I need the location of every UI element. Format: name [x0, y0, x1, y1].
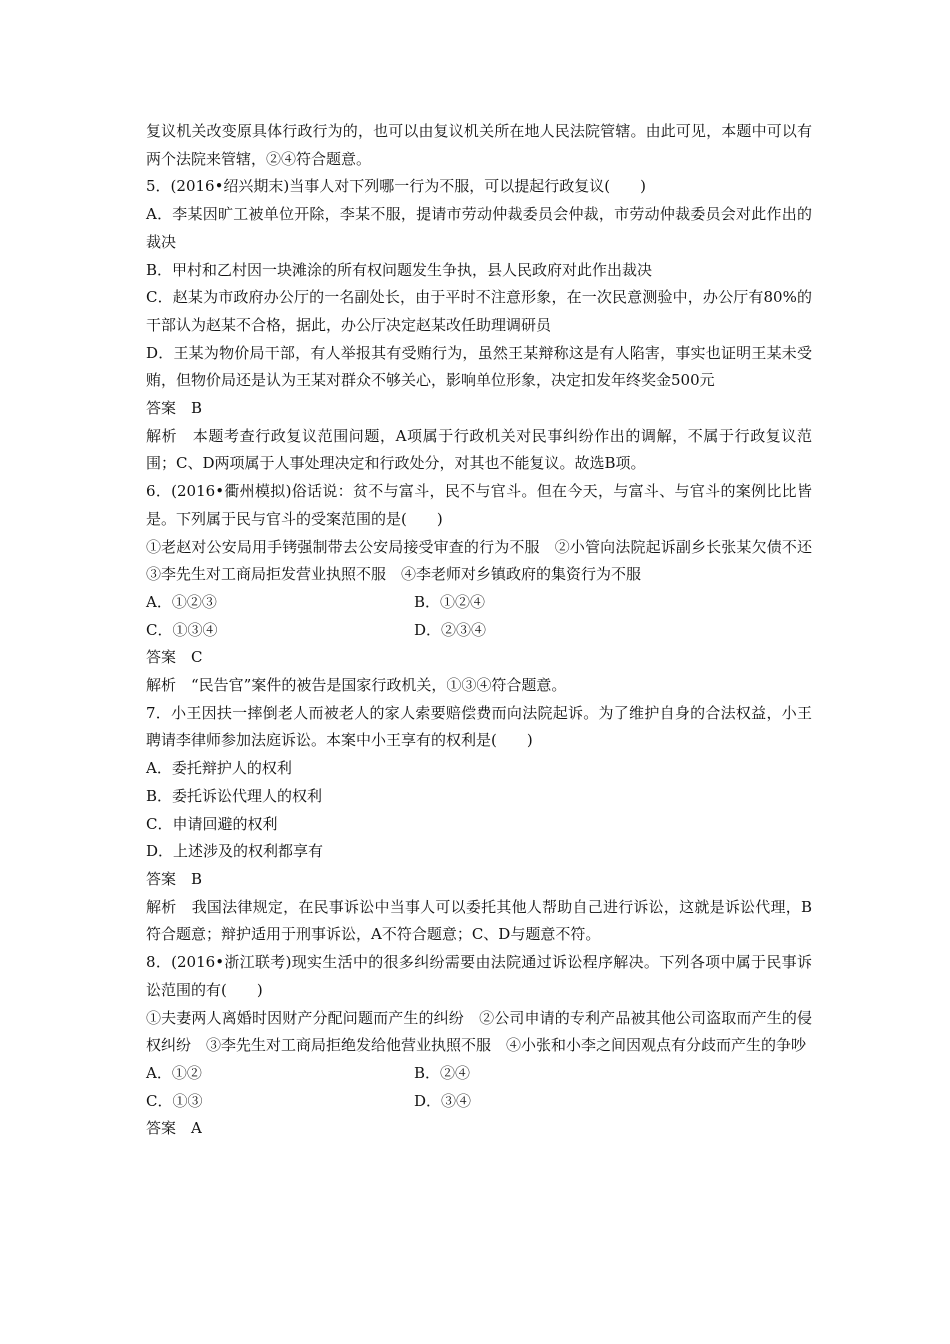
question-8-items: ①夫妻两人离婚时因财产分配问题而产生的纠纷 ②公司申请的专利产品被其他公司盗取而产生的侵权纠纷 ③李先生对工商局拒绝发给他营业执照不服 ④小张和小李之间因观点有分歧而产生的争吵: [146, 1008, 812, 1055]
question-8-option-c: C．①③: [146, 1091, 203, 1110]
question-8-option-d: D．③④: [414, 1091, 472, 1110]
question-7-stem: 7．小王因扶一摔倒老人而被老人的家人索要赔偿费而向法院起诉。为了维护自身的合法权益，小王聘请李律师参加法庭诉讼。本案中小王享有的权利是( ): [146, 703, 812, 750]
question-5-stem: 5．(2016•绍兴期末)当事人对下列哪一行为不服，可以提起行政复议( ): [146, 177, 646, 196]
question-6-answer: 答案 C: [146, 648, 203, 667]
question-7-option-a: A．委托辩护人的权利: [146, 759, 292, 778]
question-6-option-d: D．②③④: [414, 620, 487, 639]
question-5-option-c: C．赵某为市政府办公厅的一名副处长，由于平时不注意形象，在一次民意测验中，办公厅有80%的干部认为赵某不合格，据此，办公厅决定赵某改任助理调研员: [146, 288, 812, 334]
question-8-answer: 答案 A: [146, 1119, 202, 1138]
question-8-option-b: B．②④: [414, 1063, 471, 1082]
question-5: [146, 173, 812, 478]
question-8-options-row-2: [146, 1088, 812, 1116]
question-5-answer: 答案 B: [146, 399, 203, 418]
question-8-option-a: A．①②: [146, 1063, 202, 1082]
question-7-option-d: D．上述涉及的权利都享有: [146, 842, 324, 861]
question-6-analysis: 解析 “民告官”案件的被告是国家行政机关，①③④符合题意。: [146, 676, 567, 695]
question-7: [146, 700, 812, 949]
question-6-option-a: A．①②③: [146, 592, 217, 611]
question-6: [146, 478, 828, 700]
question-8-options-row-1: [146, 1060, 812, 1088]
question-5-option-d: D．王某为物价局干部，有人举报其有受贿行为，虽然王某辩称这是有人陷害，事实也证明王某未受贿，但物价局还是认为王某对群众不够关心，影响单位形象，决定扣发年终奖金500元: [146, 343, 812, 390]
question-5-analysis: 解析 本题考查行政复议范围问题，A项属于行政机关对民事纠纷作出的调解，不属于行政复议范围；C、D两项属于人事处理决定和行政处分，对其也不能复议。故选B项。: [146, 426, 812, 473]
question-6-option-c: C．①③④: [146, 620, 218, 639]
question-7-option-c: C．申请回避的权利: [146, 814, 278, 833]
question-6-options-row-1: [146, 589, 812, 617]
question-7-analysis: 解析 我国法律规定，在民事诉讼中当事人可以委托其他人帮助自己进行诉讼，这就是诉讼代理，B符合题意；辩护适用于刑事诉讼，A不符合题意；C、D与题意不符。: [146, 897, 812, 944]
question-6-items: ①老赵对公安局用手铐强制带去公安局接受审查的行为不服 ②小管向法院起诉副乡长张某欠债不还 ③李先生对工商局拒发营业执照不服 ④李老师对乡镇政府的集资行为不服: [146, 537, 828, 584]
question-5-option-a: A．李某因旷工被单位开除，李某不服，提请市劳动仲裁委员会仲裁，市劳动仲裁委员会对此作出的裁决: [146, 205, 812, 251]
question-8: [146, 949, 812, 1143]
document-page: [146, 118, 828, 1143]
question-6-stem: 6．(2016•衢州模拟)俗话说：贫不与富斗，民不与官斗。但在今天，与富斗、与官斗的案例比比皆是。下列属于民与官斗的受案范围的是( ): [146, 482, 812, 528]
question-5-option-b: B．甲村和乙村因一块滩涂的所有权问题发生争执，县人民政府对此作出裁决: [146, 260, 653, 279]
question-8-stem: 8．(2016•浙江联考)现实生活中的很多纠纷需要由法院通过诉讼程序解决。下列各项中属于民事诉讼范围的有( ): [146, 953, 812, 999]
continuation-text: 复议机关改变原具体行政行为的，也可以由复议机关所在地人民法院管辖。由此可见，本题中可以有两个法院来管辖，②④符合题意。: [146, 122, 812, 168]
question-7-option-b: B．委托诉讼代理人的权利: [146, 786, 323, 805]
question-6-options-row-2: [146, 617, 812, 645]
question-6-option-b: B．①②④: [414, 592, 486, 611]
question-7-answer: 答案 B: [146, 869, 203, 888]
